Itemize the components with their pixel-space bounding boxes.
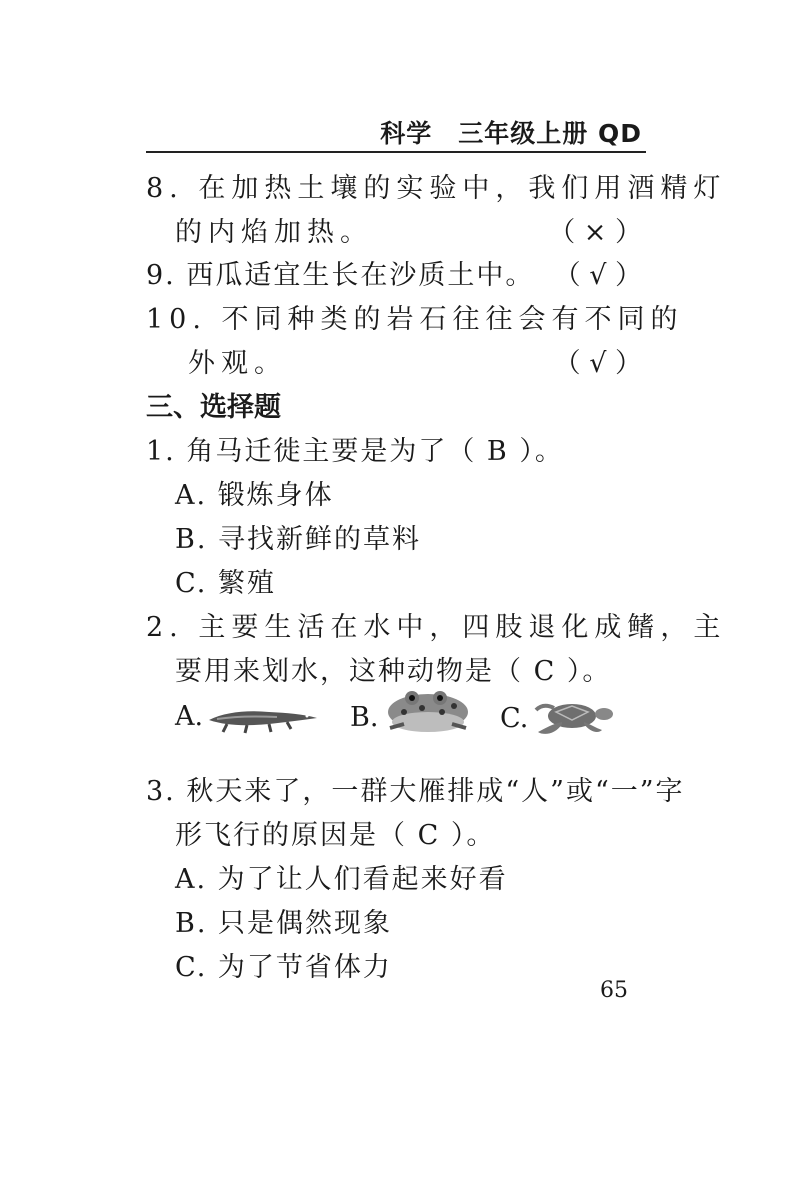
q2-option-a xyxy=(175,698,319,734)
page-number: 65 xyxy=(600,978,628,1003)
q2-line1: 2. 主要生活在水中，四肢退化成鳍，主 xyxy=(146,612,727,643)
q10-mark: （ √ ） xyxy=(553,348,642,379)
header-rule xyxy=(146,151,646,153)
q3-line1: 3. 秋天来了，一群大雁排成“人”或“一”字 xyxy=(146,776,685,807)
q1-option-a: A. 锻炼身体 xyxy=(175,480,334,511)
turtle-image xyxy=(532,698,616,738)
q3-option-b: B. 只是偶然现象 xyxy=(175,908,393,939)
q2-option-b xyxy=(350,698,474,736)
q2-option-a-label: A. xyxy=(175,700,204,732)
q10-line2: 外观。 xyxy=(188,348,287,379)
q10-line1: 10. 不同种类的岩石往往会有不同的 xyxy=(146,304,684,335)
q8-mark: （ × ） xyxy=(548,217,642,248)
q2-option-c-label: C. xyxy=(500,702,529,734)
crocodile-image xyxy=(207,698,319,734)
q3-option-a: A. 为了让人们看起来好看 xyxy=(175,864,508,895)
page-header: 科学 三年级上册 QD xyxy=(380,119,642,148)
frog-image xyxy=(382,698,474,736)
q3-option-c: C. 为了节省体力 xyxy=(175,952,392,983)
q3-line2: 形飞行的原因是（ C ）。 xyxy=(175,820,496,851)
q2-option-b-label: B. xyxy=(350,701,379,733)
q8-line2: 的内焰加热。 xyxy=(175,217,373,248)
section-title: 三、选择题 xyxy=(146,392,281,423)
q9-mark: （ √ ） xyxy=(553,260,642,291)
q8-line1: 8. 在加热土壤的实验中，我们用酒精灯 xyxy=(146,173,727,204)
q1-option-b: B. 寻找新鲜的草料 xyxy=(175,524,422,555)
q1-stem: 1. 角马迁徙主要是为了（ B ）。 xyxy=(146,436,564,467)
q9-line1: 9. 西瓜适宜生长在沙质土中。 xyxy=(146,260,535,291)
q2-line2: 要用来划水，这种动物是（ C ）。 xyxy=(175,656,612,687)
q1-option-c: C. 繁殖 xyxy=(175,568,276,599)
q2-option-c xyxy=(500,698,616,738)
